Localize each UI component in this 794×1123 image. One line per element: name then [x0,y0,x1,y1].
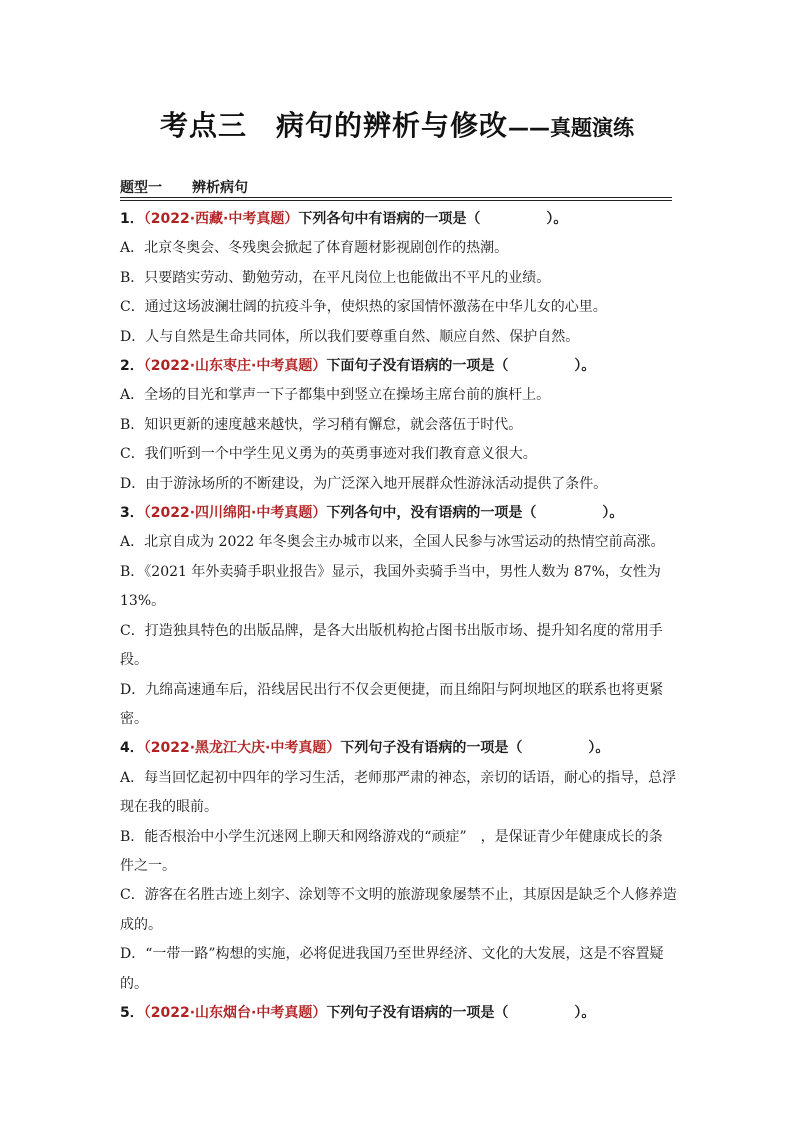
question-number: 2． [120,358,144,375]
question-source: （2022·山东烟台·中考真题） [143,1004,327,1021]
question-stem-end: ）。 [574,1004,596,1021]
option-line: 件之一。 [120,857,176,874]
option-line: B．只要踏实劳动、勤勉劳动，在平凡岗位上也能做出不平凡的业绩。 [120,269,551,286]
question-text: 下列各句中，没有语病的一项是（ [326,505,537,522]
question-list [120,205,680,1028]
option-line: D．九绵高速通车后，沿线居民出行不仅会更便捷，而且绵阳与阿坝地区的联系也将更紧 [120,681,664,698]
question-stem [120,734,680,763]
option-line: 成的。 [120,916,162,933]
question-number: 4． [120,740,144,757]
option-line: D．“一带一路”构想的实施，必将促进我国乃至世界经济、文化的大发展，这是不容置疑 [120,946,664,963]
option-line: C．我们听到一个中学生见义勇为的英勇事迹对我们教育意义很大。 [120,446,537,463]
option-line: A．北京冬奥会、冬残奥会掀起了体育题材影视剧创作的热潮。 [120,240,509,257]
question-source: （2022·西藏·中考真题） [143,211,299,227]
page-title [0,104,794,144]
question-text: 下列句子没有语病的一项是（ [326,1004,509,1021]
question-stem [120,205,680,234]
option-line: 密。 [120,710,148,727]
option-line: A．每当回忆起初中四年的学习生活，老师那严肃的神态，亲切的话语，耐心的指导，总浮 [120,769,677,786]
section-header [120,177,672,198]
option-line: A．全场的目光和掌声一下子都集中到竖立在操场主席台前的旗杆上。 [120,387,551,404]
question-stem [120,999,680,1028]
question-stem-end: ）。 [602,505,624,522]
question-number: 1． [120,211,144,227]
question-source: （2022·四川绵阳·中考真题） [143,505,327,522]
option-line: A．北京自成为 2022 年冬奥会主办城市以来，全国人民参与冰雪运动的热情空前高涨。 [120,534,665,551]
option-line: B．《2021 年外卖骑手职业报告》显示，我国外卖骑手当中，男性人数为 87%，女性为 [120,563,661,580]
option-line: C．游客在名胜古迹上刻字、涂划等不文明的旅游现象屡禁不止，其原因是缺乏个人修养造 [120,887,677,904]
option-line: 现在我的眼前。 [120,799,218,816]
option-line: C．通过这场波澜壮阔的抗疫斗争，使炽热的家国情怀激荡在中华儿女的心里。 [120,299,607,316]
question-text: 下列句子没有语病的一项是（ [340,740,523,757]
question-stem [120,352,680,381]
question-text: 下面句子没有语病的一项是（ [326,358,509,375]
option-line: 段。 [120,652,148,669]
option-line: B．能否根治中小学生沉迷网上聊天和网络游戏的“顽症” ，是保证青少年健康成长的条 [120,828,663,845]
option-line: D．由于游泳场所的不断建设，为广泛深入地开展群众性游泳活动提供了条件。 [120,475,608,492]
question-source: （2022·黑龙江大庆·中考真题） [143,740,341,757]
question-stem [120,499,680,528]
question-stem-end: ）。 [588,740,610,757]
title-main: 考点三 病句的辨析与修改 [159,109,508,142]
option-line: 的。 [120,975,148,992]
title-sub: ——真题演练 [508,116,634,140]
section-label: 题型一 [120,180,162,196]
question-source: （2022·山东枣庄·中考真题） [143,358,327,375]
option-line: B．知识更新的速度越来越快，学习稍有懈怠，就会落伍于时代。 [120,416,523,433]
question-text: 下列各句中有语病的一项是（ [298,211,481,227]
question-number: 5． [120,1004,144,1021]
option-line: 13%。 [120,593,166,610]
question-stem-end: ）。 [574,358,596,375]
section-name: 辨析病句 [192,180,248,196]
question-stem-end: ）。 [546,211,568,227]
option-line: C．打造独具特色的出版品牌，是各大出版机构抢占图书出版市场、提升知名度的常用手 [120,622,663,639]
question-number: 3． [120,505,144,522]
option-line: D．人与自然是生命共同体，所以我们要尊重自然、顺应自然、保护自然。 [120,328,580,345]
